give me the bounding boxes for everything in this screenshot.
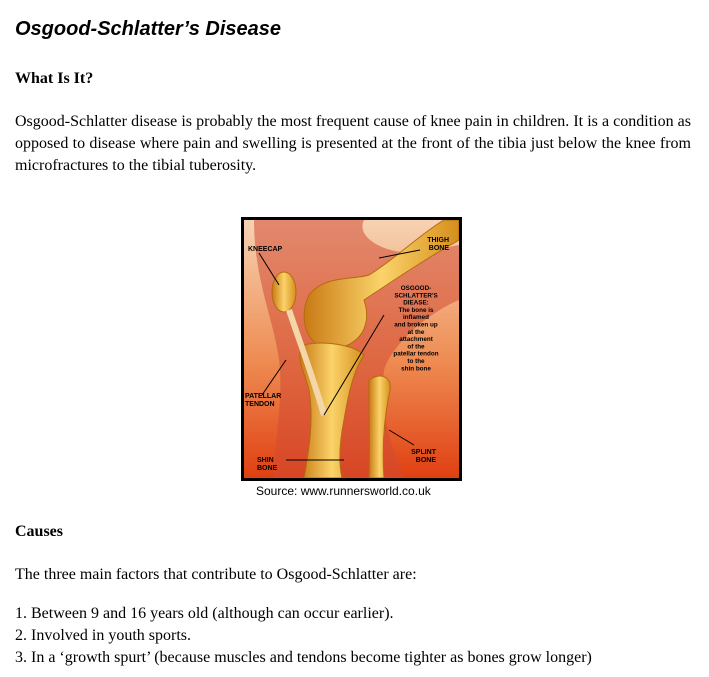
label-osgood-line: attachment xyxy=(399,336,433,344)
kneecap-shape xyxy=(272,272,296,312)
label-osgood-line: of the xyxy=(407,343,425,351)
figure-caption: Source: www.runnersworld.co.uk xyxy=(256,484,431,498)
label-osgood-line: inflamed xyxy=(403,314,429,322)
section-heading-what-is-it: What Is It? xyxy=(15,70,94,87)
label-splint-1: SPLINT xyxy=(411,449,436,456)
list-item: 3. In a ‘growth spurt’ (because muscles and tendons become tighter as bones grow longer) xyxy=(15,649,592,666)
label-osgood-line: OSGOOD- xyxy=(400,285,432,292)
list-item: 1. Between 9 and 16 years old (although can occur earlier). xyxy=(15,605,394,622)
causes-list xyxy=(15,603,592,669)
label-osgood-line: to the xyxy=(407,358,425,365)
list-item: 2. Involved in youth sports. xyxy=(15,627,191,644)
label-osgood-line: shin bone xyxy=(401,365,431,373)
label-osgood-line: patellar tendon xyxy=(393,350,439,358)
knee-illustration xyxy=(244,220,459,478)
what-is-it-paragraph: Osgood-Schlatter disease is probably the most frequent cause of knee pain in children. It is a condition as opposed to disease where pain and swelling is presented at the front of the tibia just below the knee from microfractures to the tibial tuberosity. xyxy=(15,113,691,174)
label-osgood-line: DIEASE: xyxy=(403,299,429,307)
label-osgood-line: at the xyxy=(407,328,425,336)
label-shin-2: BONE xyxy=(257,465,278,472)
label-thigh-2: BONE xyxy=(428,245,449,252)
label-patellar-1: PATELLAR xyxy=(245,393,282,400)
page-title: Osgood-Schlatter’s Disease xyxy=(15,18,282,40)
causes-intro: The three main factors that contribute to Osgood-Schlatter are: xyxy=(15,566,417,583)
section-heading-causes: Causes xyxy=(15,523,64,540)
label-shin-1: SHIN xyxy=(257,457,274,464)
label-kneecap: KNEECAP xyxy=(248,246,283,253)
knee-anatomy-figure xyxy=(241,217,462,481)
label-patellar-2: TENDON xyxy=(245,401,275,408)
label-splint-2: BONE xyxy=(415,457,436,464)
label-thigh-1: THIGH xyxy=(427,237,449,244)
label-osgood-line: SCHLATTER'S xyxy=(394,292,438,300)
label-osgood-line: and broken up xyxy=(394,321,438,329)
label-osgood-line: The bone is xyxy=(398,306,434,314)
